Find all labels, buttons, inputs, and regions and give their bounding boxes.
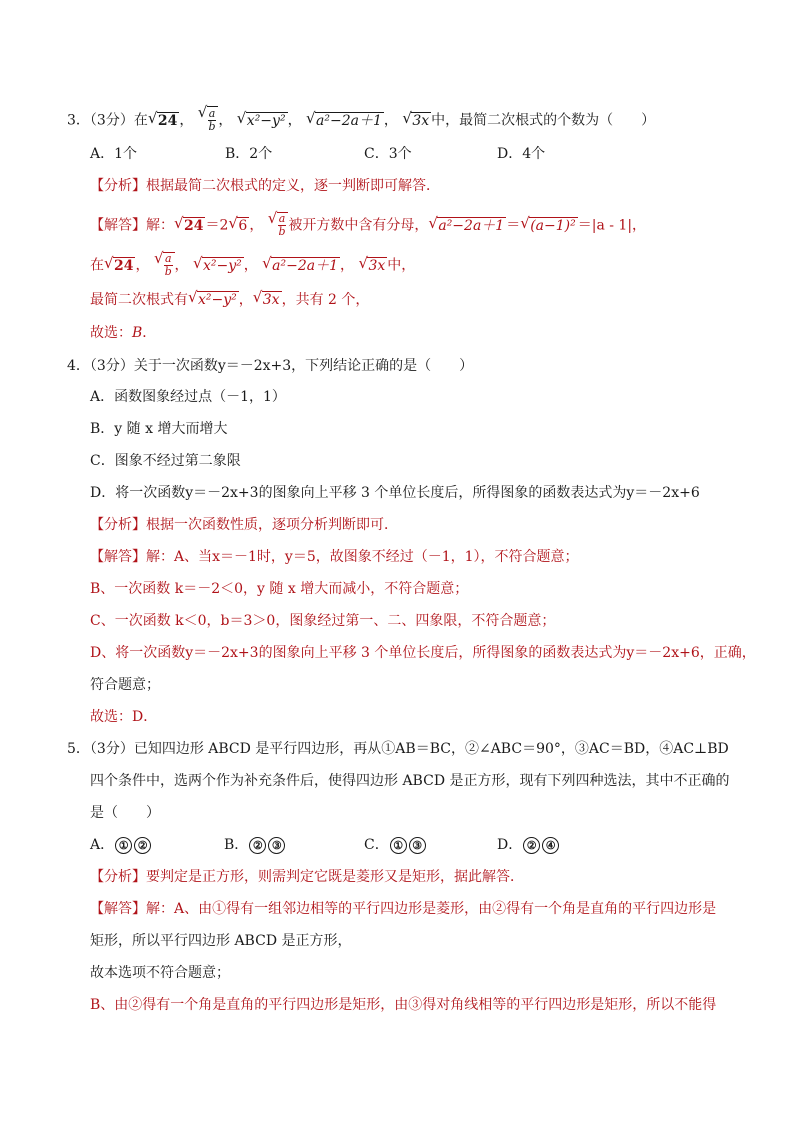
radical-3x: √ 3x	[411, 112, 431, 129]
q4-option-d: D．将一次函数y＝－2x+3的图象向上平移 3 个单位长度后，所得图象的函数表达式为y＝－2x+6	[90, 485, 700, 501]
q3-answer: 故选：B．	[90, 325, 157, 341]
q5-solution-line1: 【解答】解：A、由①得有一组邻边相等的平行四边形是菱形，由②得有一个角是直角的平行四边形是	[90, 901, 717, 917]
q4-solution-line3: C、一次函数 k＜0，b＝3＞0，图象经过第一、二、四象限，不符合题意；	[90, 613, 556, 629]
q4-solution-line1: 【解答】解：A、当x＝－1时，y＝5，故图象不经过（－1，1），不符合题意；	[90, 549, 579, 565]
q3-solution-line2: 在√ 24 ， √ $\frac{a}{b}$ ， √ x²−y² ， √ a²−2a＋1 ， √ 3x 中，	[90, 252, 415, 278]
q5-stem-line3: 是（ ）	[90, 805, 160, 821]
q4-stem: 4．（3分）关于一次函数y＝－2x+3，下列结论正确的是（ ）	[67, 358, 474, 374]
q5-solution-line3: 故本选项不符合题意；	[90, 965, 230, 981]
q4-solution-line5: 符合题意；	[90, 677, 160, 693]
radical-a-over-b: √ $\frac{a}{b}$	[207, 106, 219, 133]
q5-option-c: C． ① ③	[364, 834, 427, 856]
q5-solution-line4: B、由②得有一个角是直角的平行四边形是矩形，由③得对角线相等的平行四边形是矩形，所以不能得	[90, 997, 717, 1013]
radical-24: √ 24	[157, 112, 179, 129]
q5-option-d: D． ② ④	[497, 834, 560, 856]
q3-solution-line3: 最简二次根式有√ x²−y² ，√ 3x ，共有 2 个，	[90, 289, 369, 311]
q3-solution-line1: 【解答】解：√ 24 ＝2√ 6 ， √ $\frac{a}{b}$ 被开方数中含有分母，√ a²−2a＋1 ＝√ (a−1)² ＝|a - 1|，	[90, 212, 646, 238]
q3-option-a: A．1个	[90, 146, 138, 162]
q5-solution-line2: 矩形，所以平行四边形 ABCD 是正方形，	[90, 933, 352, 949]
q3-option-c: C．3个	[364, 146, 412, 162]
radical-x2-y2: √ x²−y²	[246, 112, 288, 129]
q5-stem-line1: 5．（3分）已知四边形 ABCD 是平行四边形，再从①AB＝BC，②∠ABC＝90°，③AC＝BD，④AC⊥BD	[67, 741, 729, 757]
q5-analysis: 【分析】要判定是正方形，则需判定它既是菱形又是矩形，据此解答．	[90, 869, 524, 885]
q4-analysis: 【分析】根据一次函数性质，逐项分析判断即可．	[90, 517, 398, 533]
q3-analysis: 【分析】根据最简二次根式的定义，逐一判断即可解答．	[90, 178, 440, 194]
q3-option-d: D．4个	[497, 146, 546, 162]
q3-option-b: B．2个	[225, 146, 273, 162]
radical-a2-2a-1: √ a²−2a＋1	[315, 112, 384, 129]
q5-option-a: A． ① ②	[90, 834, 152, 856]
q5-stem-line2: 四个条件中，选两个作为补充条件后，使得四边形 ABCD 是正方形，现有下列四种选法，其中不正确的	[90, 773, 730, 789]
q4-solution-line4: D、将一次函数y＝－2x+3的图象向上平移 3 个单位长度后，所得图象的函数表达式为y＝－2x+6，正确，	[90, 645, 756, 661]
q4-option-c: C．图象不经过第二象限	[90, 453, 241, 469]
q5-option-b: B． ② ③	[224, 834, 286, 856]
q4-answer: 故选：D．	[90, 709, 158, 725]
q3-stem: 3．（3分）在√ 24 ， √ $\frac{a}{b}$ ， √ x²−y² ， √ a²−2a＋1 ， √ 3x 中，最简二次根式的个数为（ ）	[67, 106, 655, 133]
q4-option-b: B．y 随 x 增大而增大	[90, 421, 228, 437]
q4-option-a: A．函数图象经过点（－1，1）	[90, 389, 286, 405]
q4-solution-line2: B、一次函数 k＝－2＜0，y 随 x 增大而减小，不符合题意；	[90, 581, 469, 597]
